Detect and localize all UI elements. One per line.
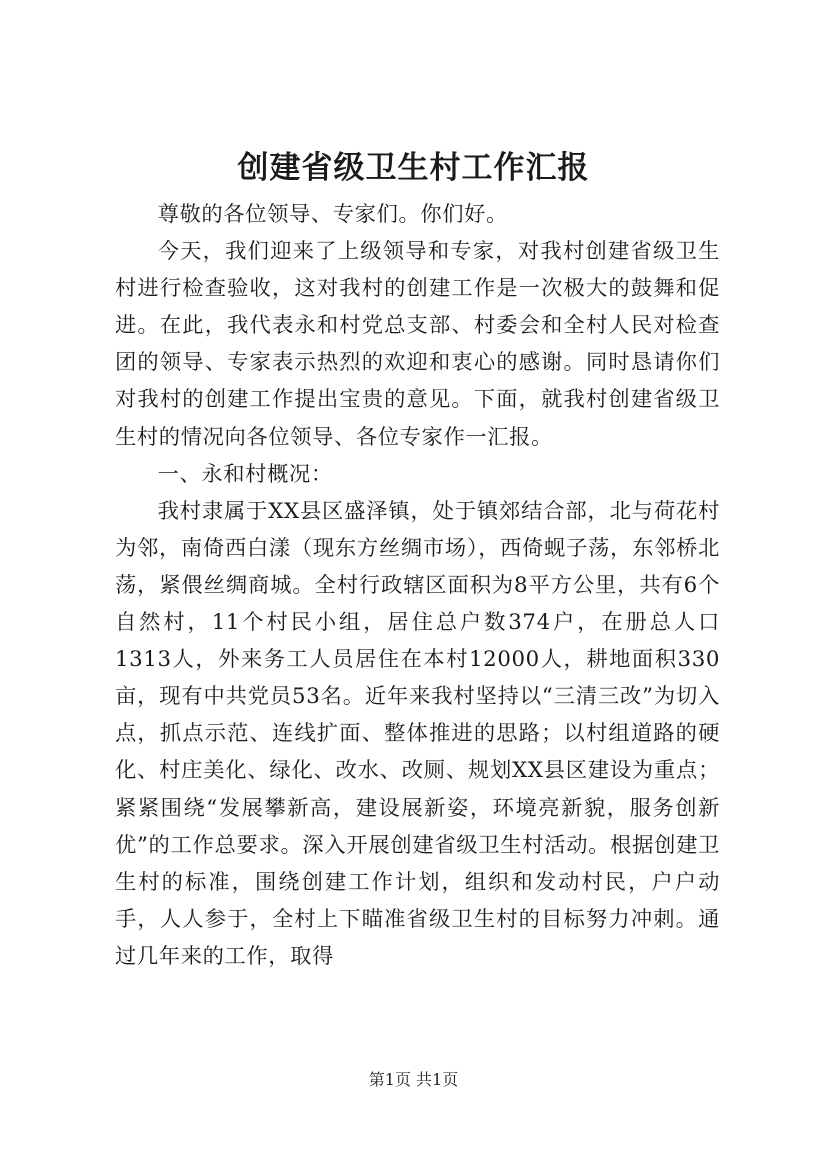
paragraph-overview: 我村隶属于XX县区盛泽镇，处于镇郊结合部，北与荷花村为邻，南倚西白漾（现东方丝绸市场），西倚蚬子荡，东邻桥北荡，紧偎丝绸商城。全村行政辖区面积为8平方公里，共有6个自然村，11个村民小组，居住总户数374户，在册总人口1313人，外来务工人员居住在本村12000人，耕地面积330亩，现有中共党员53名。近年来我村坚持以“三清三改”为切入点，抓点示范、连线扩面、整体推进的思路；以村组道路的硬化、村庄美化、绿化、改水、改厕、规划XX县区建设为重点；紧紧围绕“发展攀新高，建设展新姿，环境亮新貌，服务创新优”的工作总要求。深入开展创建省级卫生村活动。根据创建卫生村的标准，围绕创建工作计划，组织和发动村民，户户动手，人人参于，全村上下瞄准省级卫生村的目标努力冲刺。通过几年来的工作，取得 [115,498,720,969]
paragraph-intro: 今天，我们迎来了上级领导和专家，对我村创建省级卫生村进行检查验收，这对我村的创建工作是一次极大的鼓舞和促进。在此，我代表永和村党总支部、村委会和全村人民对检查团的领导、专家表示热烈的欢迎和衷心的感谢。同时恳请你们对我村的创建工作提出宝贵的意见。下面，就我村创建省级卫生村的情况向各位领导、各位专家作一汇报。 [115,239,720,450]
section-heading: 一、永和村概况： [157,461,333,487]
document-title: 创建省级卫生村工作汇报 [237,150,590,186]
document-body [115,196,720,975]
page-footer: 第1页 共1页 [368,1070,459,1089]
paragraph-greeting: 尊敬的各位领导、专家们。你们好。 [157,202,508,227]
